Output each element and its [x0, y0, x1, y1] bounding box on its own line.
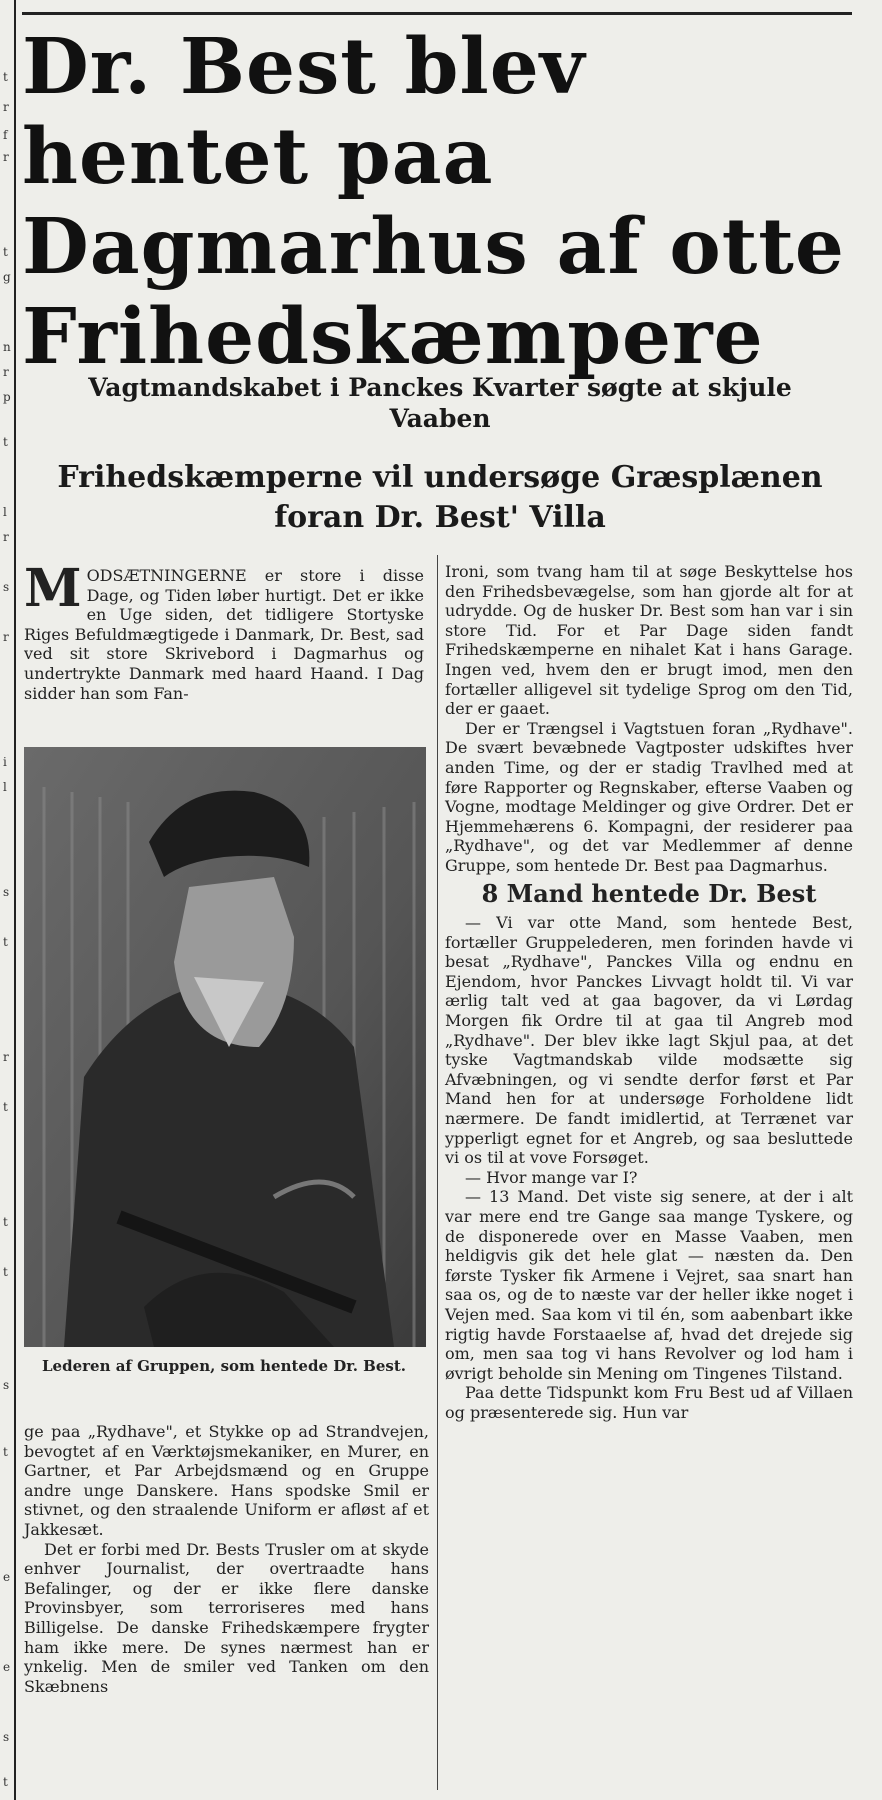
gutter-fragment: t — [3, 245, 8, 259]
subheadline-secondary: Frihedskæmperne vil undersøge Græsplænen foran Dr. Best' Villa — [57, 460, 823, 535]
left-column-opening — [24, 558, 424, 703]
adjacent-column-edge — [0, 0, 16, 1800]
leader-photo-image — [24, 747, 426, 1347]
drop-cap: M — [24, 558, 82, 619]
gutter-fragment: t — [3, 1265, 8, 1279]
gutter-fragment: g — [3, 270, 11, 284]
body-paragraph: — Hvor mange var I? — [465, 1167, 638, 1187]
gutter-fragment: s — [3, 1730, 10, 1744]
gutter-fragment: f — [3, 128, 8, 142]
photo-caption: Lederen af Gruppen, som hentede Dr. Best. — [42, 1357, 406, 1375]
gutter-fragment: t — [3, 1215, 8, 1229]
body-paragraph: Ironi, som tvang ham til at søge Beskyttelse hos den Frihedsbevægelse, som han gjorde alt for at udrydde. Og de husker Dr. Best som han var i sin store Tid. For et Par Dage siden fandt Frihedskæmperne en nihalet Kat i hans Garage. Ingen ved, hvem den er brugt imod, men den fortæller alligevel sit tydelige Sprog om den Tid, der er gaaet. — [445, 562, 853, 719]
gutter-fragment: l — [3, 505, 7, 519]
left-column-continuation — [24, 1422, 429, 1696]
body-paragraph: — 13 Mand. Det viste sig senere, at der i alt var mere end tre Gange saa mange Tyskere, og de disponerede over en Masse Vaaben, men heldigvis gik det hele glat — næsten da. Den første Tysker fik Armene i Vejret, saa snart han saa os, og de to næste var der heller ikke noget i Vejen med. Saa kom vi til én, som aabenbart ikke rigtig havde Forstaaelse af, hvad det drejede sig om, men saa tog vi hans Revolver og lod ham i øvrigt beholde sin Mening om Tingenes Tilstand. — [445, 1187, 853, 1383]
gutter-fragment: r — [3, 100, 9, 114]
gutter-fragment: t — [3, 935, 8, 949]
gutter-fragment: e — [3, 1660, 11, 1674]
gutter-fragment: t — [3, 1100, 8, 1114]
gutter-fragment: s — [3, 885, 10, 899]
gutter-fragment: e — [3, 1570, 11, 1584]
headline: Dr. Best blev hentet paa Dagmarhus af otte Frihedskæmpere — [22, 22, 845, 382]
gutter-fragment: r — [3, 150, 9, 164]
continuation-paragraph: ge paa „Rydhave", et Stykke op ad Strandvejen, bevogtet af en Værktøjsmekaniker, en Murer, en Gartner, et Par Arbejdsmænd og en Gruppe andre unge Danskere. Hans spodske Smil er stivnet, og den straalende Uniform er afløst af et Jakkesæt. — [24, 1422, 429, 1539]
right-column — [445, 562, 853, 1423]
gutter-fragment: s — [3, 580, 10, 594]
body-paragraph: Det er forbi med Dr. Bests Trusler om at skyde enhver Journalist, der overtraadte hans Befalinger, og der er ikke flere danske Provinsbyer, som terroriseres med hans Billigelse. De danske Frihedskæmpere frygter ham ikke mere. De synes nærmest han er ynkelig. Men de smiler ved Tanken om den Skæbnens — [24, 1539, 429, 1696]
gutter-fragment: i — [3, 755, 7, 769]
gutter-fragment: t — [3, 1445, 8, 1459]
column-divider — [437, 555, 438, 1790]
subheadline-primary: Vagtmandskabet i Panckes Kvarter søgte at skjule Vaaben — [88, 373, 792, 433]
gutter-fragment: r — [3, 630, 9, 644]
body-paragraph: — Vi var otte Mand, som hentede Best, fortæller Gruppelederen, men forinden havde vi besat „Rydhave", Panckes Villa og endnu en Ejendom, hvor Panckes Livvagt holdt til. Vi var ærlig talt ved at gaa bagover, da vi Lørdag Morgen fik Ordre til at gaa til Angreb mod „Rydhave". Der blev ikke lagt Skjul paa, at det tyske Vagtmandskab vilde modsætte sig Afvæbningen, og vi sendte derfor først et Par Mand hen for at undersøge Forholdene lidt nærmere. De fandt imidlertid, at Terrænet var ypperligt egnet for et Angreb, og saa besluttede vi os til at vove Forsøget. — [445, 913, 853, 1168]
gutter-fragment: l — [3, 780, 7, 794]
gutter-fragment: t — [3, 70, 8, 84]
gutter-fragment: r — [3, 530, 9, 544]
leader-photo — [24, 747, 426, 1347]
section-heading: 8 Mand hentede Dr. Best — [481, 878, 817, 908]
gutter-fragment: r — [3, 1050, 9, 1064]
gutter-fragment: r — [3, 365, 9, 379]
opening-paragraph: ODSÆTNINGERNE er store i disse Dage, og Tiden løber hurtigt. Det er ikke en Uge siden, det tidligere Stortyske Riges Befuldmægtigede i Danmark, Dr. Best, sad ved sit store Skrivebord i Dagmarhus og undertrykte Danmark med haard Haand. I Dag sidder han som Fan- — [24, 566, 424, 703]
gutter-fragment: t — [3, 435, 8, 449]
top-rule — [22, 12, 852, 15]
gutter-fragment: p — [3, 390, 11, 404]
gutter-fragment: t — [3, 1775, 8, 1789]
gutter-fragment: s — [3, 1378, 10, 1392]
body-paragraph: Paa dette Tidspunkt kom Fru Best ud af Villaen og præsenterede sig. Hun var — [445, 1383, 853, 1422]
body-paragraph: Der er Trængsel i Vagtstuen foran „Rydhave". De svært bevæbnede Vagtposter udskiftes hver anden Time, og der er stadig Travlhed med at føre Rapporter og Regnskaber, efterse Vaaben og Vogne, modtage Meldinger og give Ordrer. Det er Hjemmehærens 6. Kompagni, der residerer paa „Rydhave", og det var Medlemmer af denne Gruppe, som hentede Dr. Best paa Dagmarhus. — [445, 718, 853, 875]
gutter-fragment: n — [3, 340, 11, 354]
